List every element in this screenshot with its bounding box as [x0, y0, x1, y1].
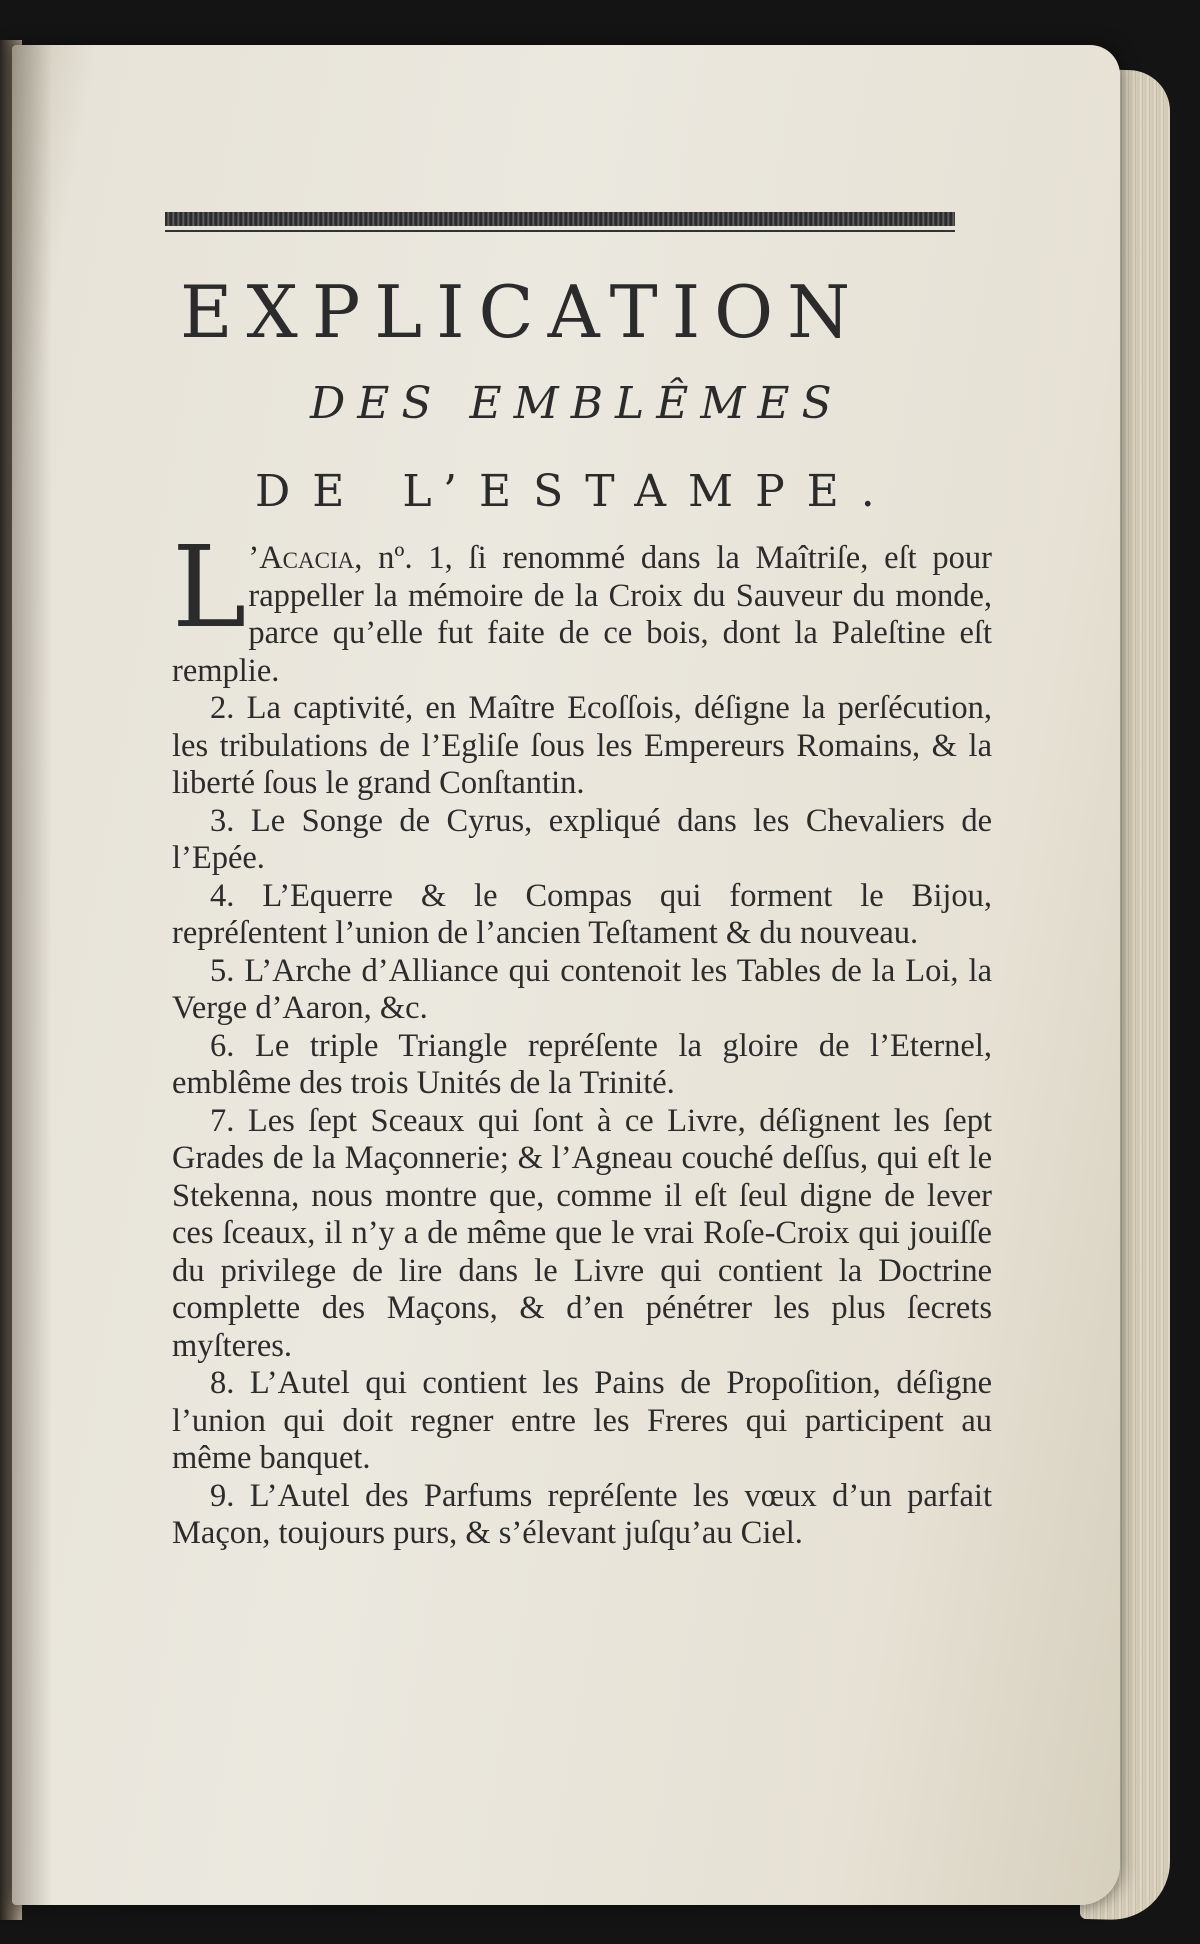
list-item: 2. La captivité, en Maître Ecoſſois, déſigne la perſécution, les tribulations de l’Egliſe ſous les Empereurs Romains, & la liberté ſous le grand Conſtantin.: [172, 690, 992, 801]
intro-text: , nº. 1, ſi renommé dans la Maîtriſe, eſt pour rappeller la mémoire de la Croix du Sauveur du monde, parce qu’elle fut faite de ce bois, dont la Paleſtine eſt remplie.: [172, 540, 992, 689]
drop-cap: L: [172, 523, 247, 653]
ornament-rule: [165, 230, 955, 232]
page-subtitle: DES EMBLÊMES: [310, 378, 844, 429]
gutter-shadow: [12, 45, 52, 1905]
list-item: 8. L’Autel qui contient les Pains de Propoſition, déſigne l’union qui doit regner entre les Freres qui participent au même banquet.: [172, 1365, 992, 1476]
list-item: 9. L’Autel des Parfums repréſente les vœux d’un parfait Maçon, toujours purs, & s’élevant juſqu’au Ciel.: [172, 1477, 992, 1551]
intro-lead: ’Acacia: [248, 540, 355, 576]
ornament-bar: [165, 212, 955, 226]
list-item: 5. L’Arche d’Alliance qui contenoit les Tables de la Loi, la Verge d’Aaron, &c.: [172, 952, 992, 1026]
list-item: 6. Le triple Triangle repréſente la gloire de l’Eternel, emblême des trois Unités de la Trinité.: [172, 1027, 992, 1101]
headpiece-ornament: [165, 204, 955, 234]
body-text: [172, 523, 992, 1553]
list-item: 4. L’Equerre & le Compas qui forment le Bijou, repréſentent l’union de l’ancien Teſtament & du nouveau.: [172, 877, 992, 951]
intro-paragraph: [172, 523, 992, 690]
list-item: 3. Le Songe de Cyrus, expliqué dans les Chevaliers de l’Epée.: [172, 802, 992, 876]
page-title: EXPLICATION: [180, 270, 865, 354]
page-subtitle-2: DE L’ESTAMPE.: [255, 466, 897, 517]
list-item: 7. Les ſept Sceaux qui ſont à ce Livre, déſignent les ſept Grades de la Maçonnerie; & l’Agneau couché deſſus, qui eſt le Stekenna, nous montre que, comme il eſt ſeul digne de lever ces ſceaux, il n’y a de même que le vrai Roſe-Croix qui jouiſſe du privilege de lire dans le Livre qui contient la Doctrine complette des Maçons, & d’en pénétrer les plus ſecrets myſteres.: [172, 1102, 992, 1364]
